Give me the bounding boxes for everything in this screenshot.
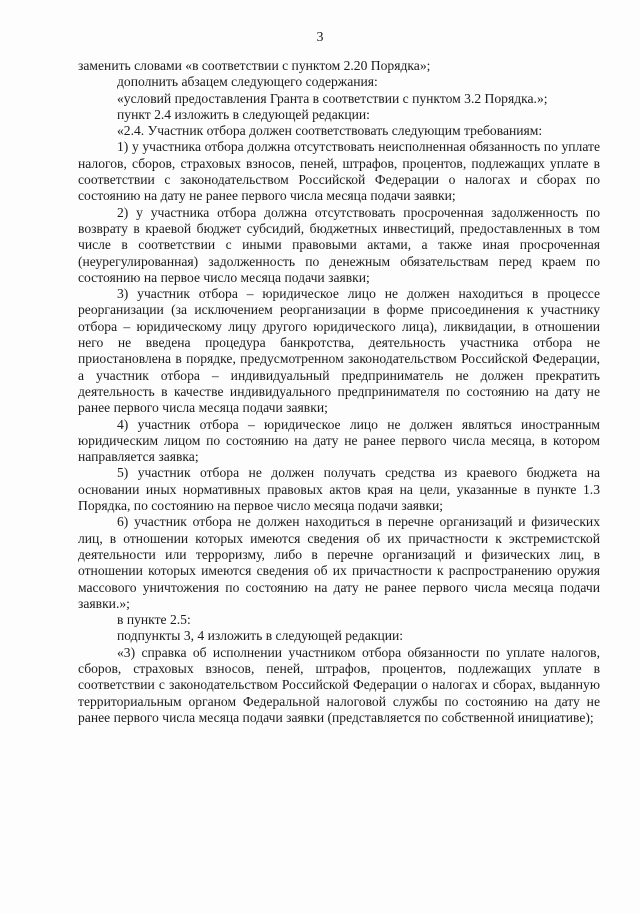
- subclause-3: «3) справка об исполнении участником отбора обязанности по уплате налогов, сборов, страховых взносов, пеней, штрафов, процентов, подлежащих уплате в соответствии с законодательством Российской Федерации о налогах и сборах, выданную территориальным органом Федеральной налоговой службы по состоянию на дату не ранее первого числа месяца подачи заявки (представляется по собственной инициативе);: [78, 644, 600, 725]
- requirement-5: 5) участник отбора не должен получать средства из краевого бюджета на основании иных нормативных правовых актов края на цели, указанные в пункте 1.3 Порядка, по состоянию на первое число месяца подачи заявки;: [78, 465, 600, 514]
- requirement-6: 6) участник отбора не должен находиться в перечне организаций и физических лиц, в отношении которых имеются сведения об их причастности к экстремистской деятельности или терроризму, либо в перечне организаций и физических лиц, в отношении которых имеются сведения об их причастности к распространению оружия массового уничтожения по состоянию на дату не ранее первого числа месяца подачи заявки.»;: [78, 514, 600, 611]
- requirement-3: 3) участник отбора – юридическое лицо не должен находиться в процессе реорганизации (за исключением реорганизации в форме присоединения к участнику отбора – юридическому лицу другого юридического лица), ликвидации, в отношении него не введена процедура банкротства, деятельность участника отбора не приостановлена в порядке, предусмотренном законодательством Российской Федерации, а участник отбора – индивидуальный предприниматель не должен прекратить деятельность в качестве индивидуального предпринимателя по состоянию на дату не ранее первого числа месяца подачи заявки;: [78, 286, 600, 416]
- paragraph-subclauses-3-4: подпункты 3, 4 изложить в следующей редакции:: [117, 628, 404, 644]
- requirement-4: 4) участник отбора – юридическое лицо не должен являться иностранным юридическим лицом по состоянию на дату не ранее первого числа месяца, в котором направляется заявка;: [78, 416, 600, 465]
- page-number: 3: [316, 30, 324, 45]
- document-body: [78, 58, 600, 726]
- paragraph-grant-conditions: «условий предоставления Гранта в соответствии с пунктом 3.2 Порядка.»;: [117, 90, 548, 106]
- requirement-1: 1) у участника отбора должна отсутствовать неисполненная обязанность по уплате налогов, сборов, страховых взносов, пеней, штрафов, процентов, подлежащих уплате в соответствии с законодательством Российской Федерации о налогах и сборах по состоянию на дату не ранее первого числа месяца подачи заявки;: [78, 139, 600, 204]
- requirement-2: 2) у участника отбора должна отсутствовать просроченная задолженность по возврату в краевой бюджет субсидий, бюджетных инвестиций, предоставленных в том числе в соответствии с иными правовыми актами, а также иная просроченная (неурегулированная) задолженность по денежным обязательствам перед краем по состоянию на первое число месяца подачи заявки;: [78, 204, 600, 285]
- paragraph-clause-2-5: в пункте 2.5:: [117, 612, 191, 628]
- paragraph-clause-2-4: «2.4. Участник отбора должен соответствовать следующим требованиям:: [117, 123, 543, 139]
- paragraph-replace-words: заменить словами «в соответствии с пунктом 2.20 Порядка»;: [78, 58, 431, 73]
- paragraph-clause-2-4-intro: пункт 2.4 изложить в следующей редакции:: [117, 106, 370, 122]
- paragraph-add-clause: дополнить абзацем следующего содержания:: [117, 74, 378, 90]
